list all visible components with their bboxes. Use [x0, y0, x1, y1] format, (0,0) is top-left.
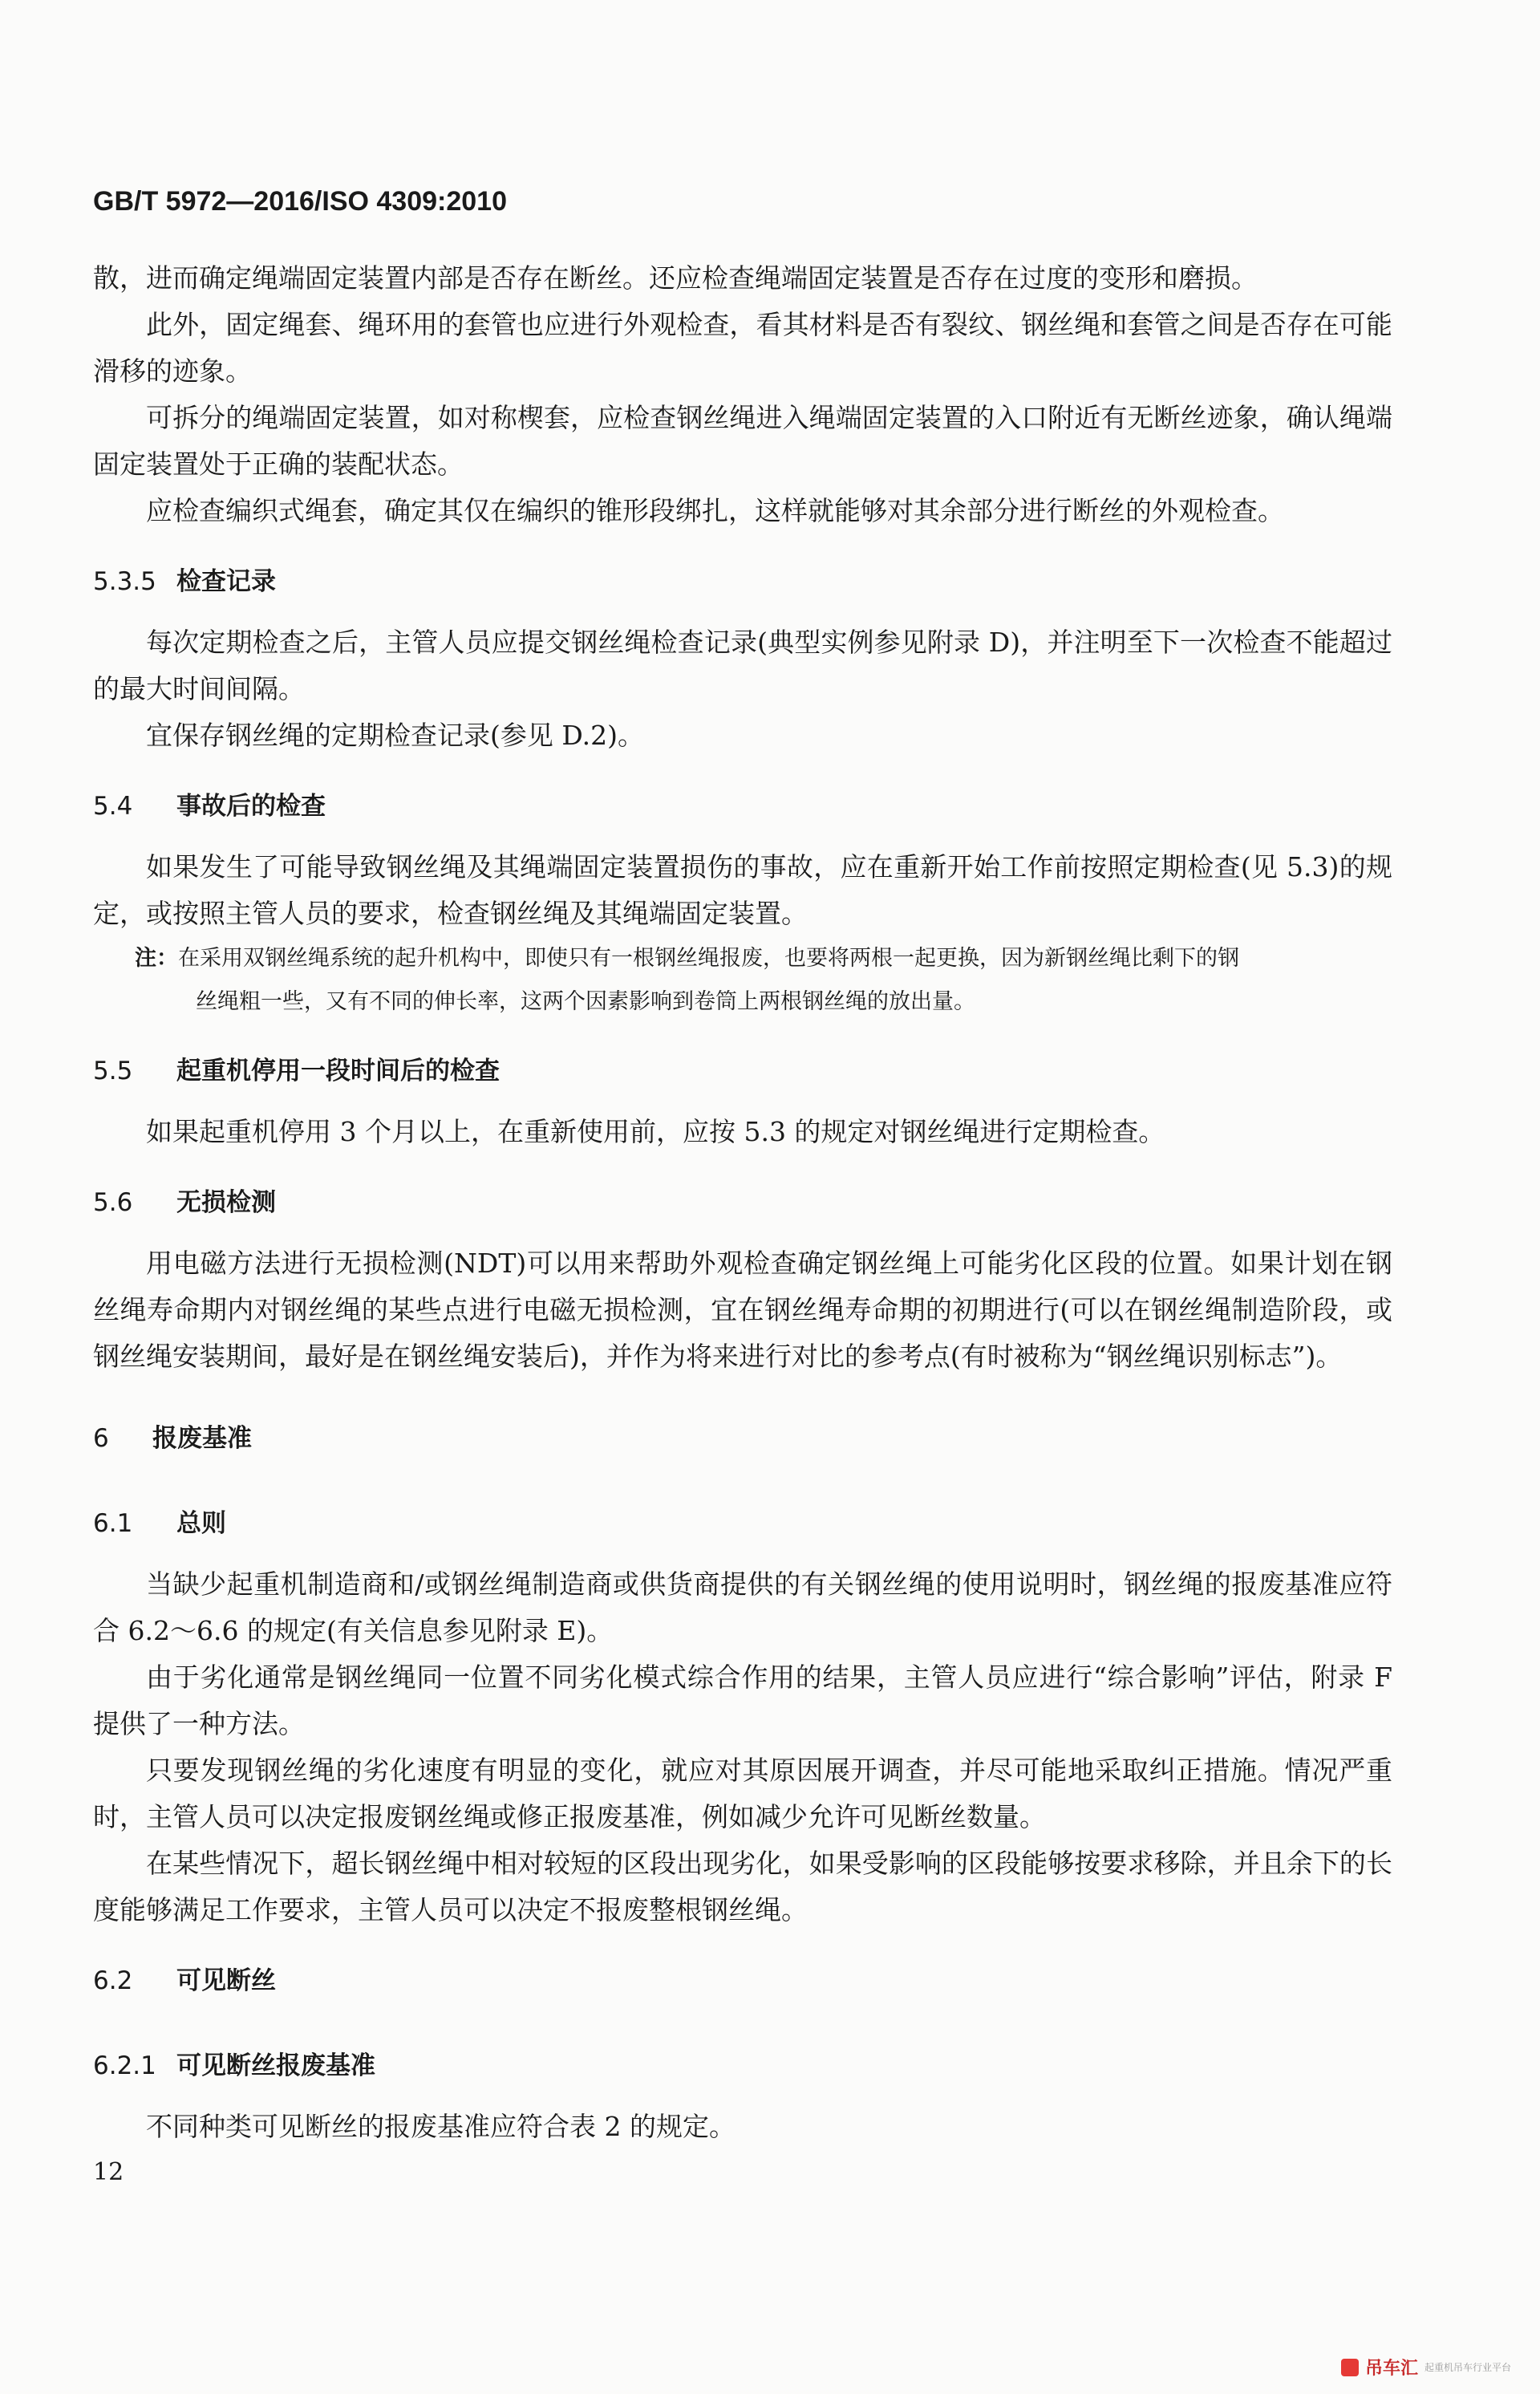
section-gap: [93, 1024, 1392, 1048]
heading-gap: [93, 2089, 1392, 2104]
body-paragraph: 可拆分的绳端固定装置，如对称楔套，应检查钢丝绳进入绳端固定装置的入口附近有无断丝迹象，确认绳端固定装置处于正确的装配状态。: [93, 402, 1392, 480]
section-title: 可见断丝: [176, 1966, 276, 1995]
note: [93, 937, 1392, 980]
heading-gap: [93, 2004, 1392, 2019]
section-number: 5.6: [93, 1188, 133, 1217]
section-number: 6.2.1: [93, 2051, 156, 2080]
section-gap: [93, 1155, 1392, 1179]
section-heading: [93, 558, 1392, 605]
body-paragraph: 每次定期检查之后，主管人员应提交钢丝绳检查记录(典型实例参见附录 D)，并注明至下一次检查不能超过的最大时间间隔。: [93, 627, 1392, 704]
section-number: 5.3.5: [93, 567, 156, 596]
body-paragraph: 如果发生了可能导致钢丝绳及其绳端固定装置损伤的事故，应在重新开始工作前按照定期检查(见 5.3)的规定，或按照主管人员的要求，检查钢丝绳及其绳端固定装置。: [93, 851, 1392, 929]
document-body: [93, 255, 1392, 2150]
section-heading: [93, 1048, 1392, 1094]
section-gap: [93, 534, 1392, 558]
watermark-name: 吊车汇: [1364, 2359, 1418, 2379]
section-heading: [93, 1415, 1392, 1462]
heading-gap: [93, 1094, 1392, 1109]
heading-gap: [93, 1547, 1392, 1561]
section-number: 6.1: [93, 1509, 133, 1538]
body-paragraph: 当缺少起重机制造商和/或钢丝绳制造商或供货商提供的有关钢丝绳的使用说明时，钢丝绳的报废基准应符合 6.2～6.6 的规定(有关信息参见附录 E)。: [93, 1568, 1392, 1646]
body-paragraph: 如果起重机停用 3 个月以上，在重新使用前，应按 5.3 的规定对钢丝绳进行定期检查。: [146, 1116, 1165, 1147]
watermark: [1341, 2355, 1511, 2380]
section-title: 检查记录: [176, 567, 276, 596]
section-number: 6: [93, 1424, 109, 1453]
watermark-logo-icon: [1341, 2359, 1359, 2376]
section-heading: [93, 1179, 1392, 1226]
section-heading: [93, 1500, 1392, 1547]
section-title: 事故后的检查: [176, 792, 326, 821]
body-paragraph: 只要发现钢丝绳的劣化速度有明显的变化，就应对其原因展开调查，并尽可能地采取纠正措施。情况严重时，主管人员可以决定报废钢丝绳或修正报废基准，例如减少允许可见断丝数量。: [93, 1755, 1392, 1832]
heading-gap: [93, 830, 1392, 844]
page-number: 12: [93, 2158, 124, 2186]
body-paragraph: 此外，固定绳套、绳环用的套管也应进行外观检查，看其材料是否有裂纹、钢丝绳和套管之间是否存在可能滑移的迹象。: [93, 309, 1392, 387]
body-paragraph: 散，进而确定绳端固定装置内部是否存在断丝。还应检查绳端固定装置是否存在过度的变形和磨损。: [93, 262, 1258, 294]
section-number: 5.4: [93, 792, 133, 821]
section-heading: [93, 783, 1392, 830]
section-gap: [93, 1933, 1392, 1958]
note-continuation: 丝绳粗一些，又有不同的伸长率，这两个因素影响到卷筒上两根钢丝绳的放出量。: [196, 989, 975, 1014]
section-number: 6.2: [93, 1966, 133, 1995]
section-number: 5.5: [93, 1057, 133, 1085]
watermark-tagline: 起重机吊车行业平台: [1424, 2362, 1511, 2373]
heading-gap: [93, 1226, 1392, 1240]
heading-gap: [93, 1462, 1392, 1476]
section-heading: [93, 2043, 1392, 2089]
body-paragraph: 用电磁方法进行无损检测(NDT)可以用来帮助外观检查确定钢丝绳上可能劣化区段的位置。如果计划在钢丝绳寿命期内对钢丝绳的某些点进行电磁无损检测，宜在钢丝绳寿命期的初期进行(可以在钢丝绳制造阶段，或钢丝绳安装期间，最好是在钢丝绳安装后)，并作为将来进行对比的参考点(有时被称为“钢丝绳识别标志”)。: [93, 1248, 1392, 1372]
body-paragraph: 在某些情况下，超长钢丝绳中相对较短的区段出现劣化，如果受影响的区段能够按要求移除，并且余下的长度能够满足工作要求，主管人员可以决定不报废整根钢丝绳。: [93, 1848, 1392, 1925]
standard-code-header: GB/T 5972—2016/ISO 4309:2010: [93, 186, 507, 217]
section-title: 报废基准: [152, 1424, 252, 1453]
note-label: 注：: [135, 946, 178, 971]
section-gap: [93, 1380, 1392, 1415]
section-gap: [93, 759, 1392, 783]
section-gap: [93, 1476, 1392, 1500]
body-paragraph: 宜保存钢丝绳的定期检查记录(参见 D.2)。: [146, 720, 645, 751]
body-paragraph: 由于劣化通常是钢丝绳同一位置不同劣化模式综合作用的结果，主管人员应进行“综合影响”评估，附录 F 提供了一种方法。: [93, 1662, 1392, 1739]
body-paragraph: 不同种类可见断丝的报废基准应符合表 2 的规定。: [146, 2111, 736, 2142]
body-paragraph: 应检查编织式绳套，确定其仅在编织的锥形段绑扎，这样就能够对其余部分进行断丝的外观检查。: [146, 495, 1284, 526]
section-title: 无损检测: [176, 1188, 276, 1217]
section-title: 可见断丝报废基准: [176, 2051, 375, 2080]
section-heading: [93, 1958, 1392, 2004]
heading-gap: [93, 605, 1392, 619]
section-title: 起重机停用一段时间后的检查: [176, 1057, 500, 1085]
section-title: 总则: [176, 1509, 226, 1538]
section-gap: [93, 2019, 1392, 2043]
note-text: 在采用双钢丝绳系统的起升机构中，即使只有一根钢丝绳报废，也要将两根一起更换，因为新钢丝绳比剩下的钢: [178, 946, 1239, 971]
